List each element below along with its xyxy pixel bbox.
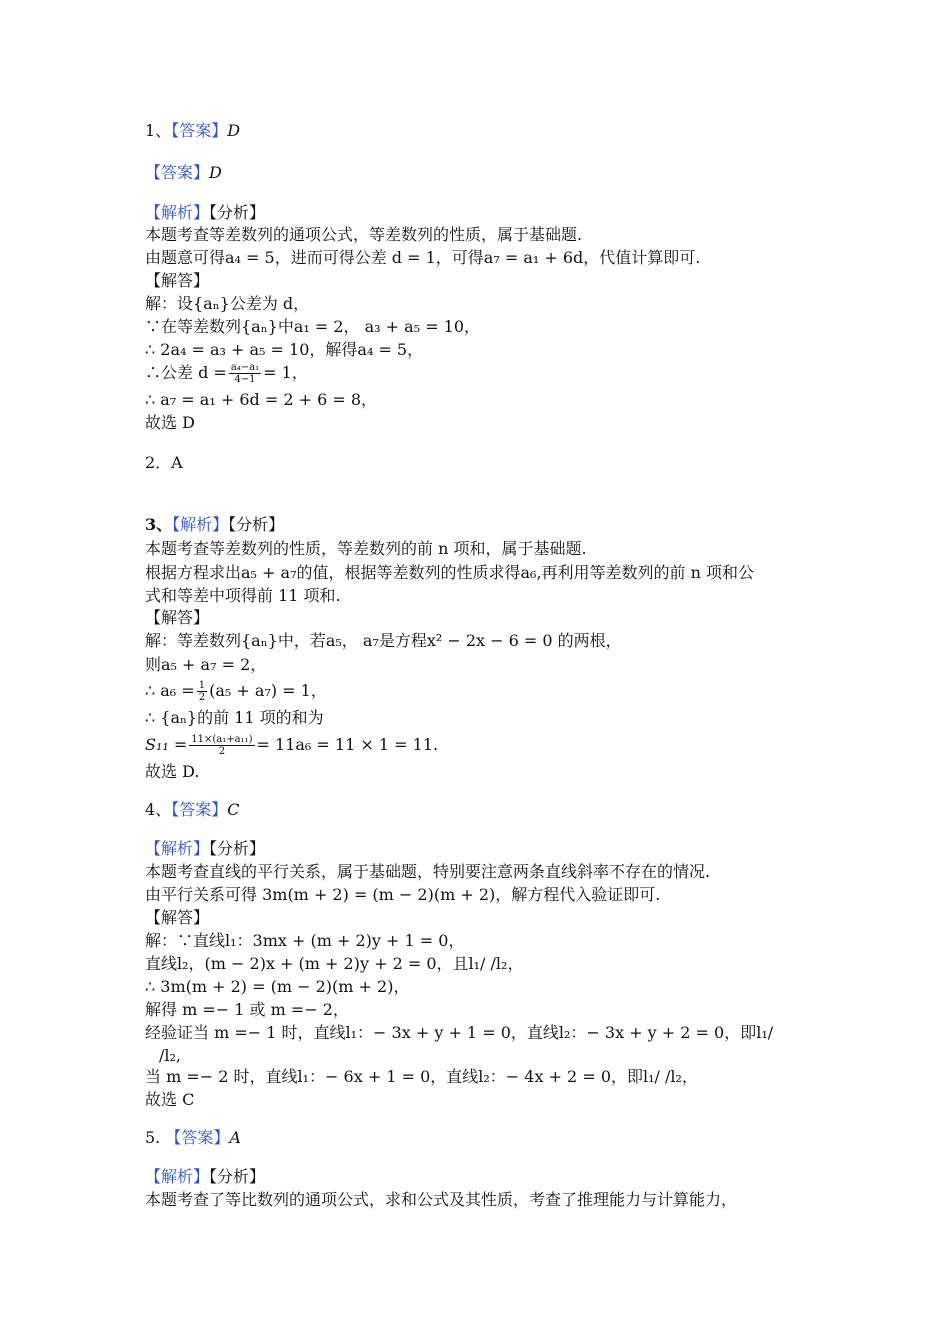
- q3-text-7: ∴ {aₙ}的前 11 项的和为: [145, 708, 324, 727]
- q3-text-1: 本题考查等差数列的性质，等差数列的前 n 项和，属于基础题.: [145, 539, 587, 558]
- q2-line: 2．A: [145, 453, 183, 472]
- q3-text-8b: = 11a₆ = 11 × 1 = 11.: [256, 735, 439, 754]
- q3-text-6: [145, 680, 327, 703]
- q4-text-10: 故选 C: [145, 1090, 195, 1109]
- q1-fraction: [229, 362, 261, 385]
- q3-fraction-half: [197, 680, 207, 703]
- q1-text-3: 解：设{aₙ}公差为 d，: [145, 294, 310, 313]
- q5-header: [145, 1127, 241, 1149]
- q4-text-9: 当 m =− 2 时，直线l₁：− 6x + 1 = 0，直线l₂：− 4x + 2 = 0，即l₁/ /l₂，: [145, 1067, 698, 1086]
- q4-text-7: 经验证当 m =− 1 时，直线l₁：− 3x + y + 1 = 0，直线l₂：− 3x + y + 2 = 0，即l₁/: [145, 1023, 774, 1042]
- q1-number: 1、: [145, 121, 172, 140]
- q1-answer-value-2: D: [209, 163, 222, 182]
- q4-text-4: 直线l₂，(m − 2)x + (m + 2)y + 2 = 0，且l₁/ /l₂，: [145, 954, 524, 973]
- q1-answer-tag: 【答案】: [171, 121, 228, 140]
- q4-text-2: 由平行关系可得 3m(m + 2) = (m − 2)(m + 2)，解方程代入验证即可.: [145, 885, 661, 904]
- q1-text-7: ∴ a₇ = a₁ + 6d = 2 + 6 = 8，: [145, 390, 378, 409]
- q4-text-1: 本题考查直线的平行关系，属于基础题，特别要注意两条直线斜率不存在的情况.: [145, 862, 711, 881]
- q4-fenxi-tag: 【分析】: [209, 839, 266, 858]
- q1-text-8: 故选 D: [145, 413, 195, 432]
- q1-answer-value: D: [227, 121, 241, 140]
- q3-text-8: [145, 734, 438, 757]
- q3-jiexi-tag: 【解析】: [172, 515, 229, 534]
- q1-text-6a: ∴公差 d =: [145, 363, 227, 382]
- q4-answer-tag: 【答案】: [171, 800, 228, 819]
- q4-header: [145, 799, 239, 821]
- q4-answer-value: C: [227, 800, 240, 819]
- q4-text-6: 解得 m =− 1 或 m =− 2，: [145, 1000, 349, 1019]
- q1-text-1: 本题考查等差数列的通项公式，等差数列的性质，属于基础题.: [145, 225, 583, 244]
- q3-jieda-tag: 【解答】: [145, 608, 210, 627]
- q1-analysis-header: [145, 202, 265, 224]
- q4-analysis-header: [145, 838, 265, 860]
- q5-answer-value: A: [229, 1128, 241, 1147]
- q5-text-1: 本题考查了等比数列的通项公式，求和公式及其性质，考查了推理能力与计算能力，: [145, 1190, 738, 1209]
- q3-header: [145, 514, 284, 536]
- q1-jieda-tag: 【解答】: [145, 271, 210, 290]
- q5-analysis-header: [145, 1166, 265, 1188]
- q3-fraction-sum: [189, 734, 254, 757]
- q1-text-6: [145, 362, 308, 385]
- q5-jiexi-tag: 【解析】: [145, 1167, 210, 1186]
- q5-answer-tag: 【答案】: [165, 1128, 230, 1147]
- q1-text-2: 由题意可得a₄ = 5，进而可得公差 d = 1，可得a₇ = a₁ + 6d，代值计算即可.: [145, 248, 701, 267]
- q5-number: 5.: [145, 1128, 161, 1147]
- q4-text-8: /l₂,: [159, 1046, 182, 1065]
- q4-text-5: ∴ 3m(m + 2) = (m − 2)(m + 2)，: [145, 977, 410, 996]
- q1-fraction-denominator: 4−1: [234, 374, 256, 385]
- q3-text-6a: ∴ a₆ =: [145, 681, 195, 700]
- q3-fraction-sum-denominator: 2: [218, 746, 226, 757]
- q3-number: 3、: [145, 515, 173, 534]
- q1-text-5: ∴ 2a₄ = a₃ + a₅ = 10，解得a₄ = 5，: [145, 340, 424, 359]
- q3-fraction-half-denominator: 2: [198, 692, 206, 703]
- q3-fenxi-tag: 【分析】: [228, 515, 285, 534]
- q4-number: 4、: [145, 800, 172, 819]
- q4-jieda-tag: 【解答】: [145, 908, 210, 927]
- q1-text-4: ∵在等差数列{aₙ}中a₁ = 2， a₃ + a₅ = 10，: [145, 317, 481, 336]
- q3-text-6b: (a₅ + a₇) = 1，: [209, 681, 327, 700]
- q1-fraction-numerator: a₄−a₁: [230, 362, 260, 373]
- q1-fenxi-tag: 【分析】: [209, 203, 266, 222]
- q3-text-9: 故选 D.: [145, 762, 200, 781]
- q4-text-3: 解：∵直线l₁：3mx + (m + 2)y + 1 = 0，: [145, 931, 465, 950]
- q5-fenxi-tag: 【分析】: [209, 1167, 266, 1186]
- q1-header: [145, 120, 240, 142]
- q3-fraction-sum-numerator: 11×(a₁+a₁₁): [191, 734, 253, 745]
- q1-text-6b: = 1，: [263, 363, 308, 382]
- q3-text-8a: S₁₁ =: [145, 735, 188, 754]
- q1-jiexi-tag: 【解析】: [145, 203, 210, 222]
- q4-jiexi-tag: 【解析】: [145, 839, 210, 858]
- q1-answer-tag-2: 【答案】: [145, 163, 210, 182]
- q1-answer-line: [145, 162, 222, 184]
- q3-text-4: 解：等差数列{aₙ}中，若a₅， a₇是方程x² − 2x − 6 = 0 的两根，: [145, 631, 622, 650]
- q3-text-5: 则a₅ + a₇ = 2，: [145, 655, 267, 674]
- q3-text-3: 式和等差中项得前 11 项和.: [145, 586, 341, 605]
- q3-fraction-half-numerator: 1: [198, 680, 206, 691]
- q3-text-2: 根据方程求出a₅ + a₇的值，根据等差数列的性质求得a₆,再利用等差数列的前 n 项和公: [145, 563, 755, 582]
